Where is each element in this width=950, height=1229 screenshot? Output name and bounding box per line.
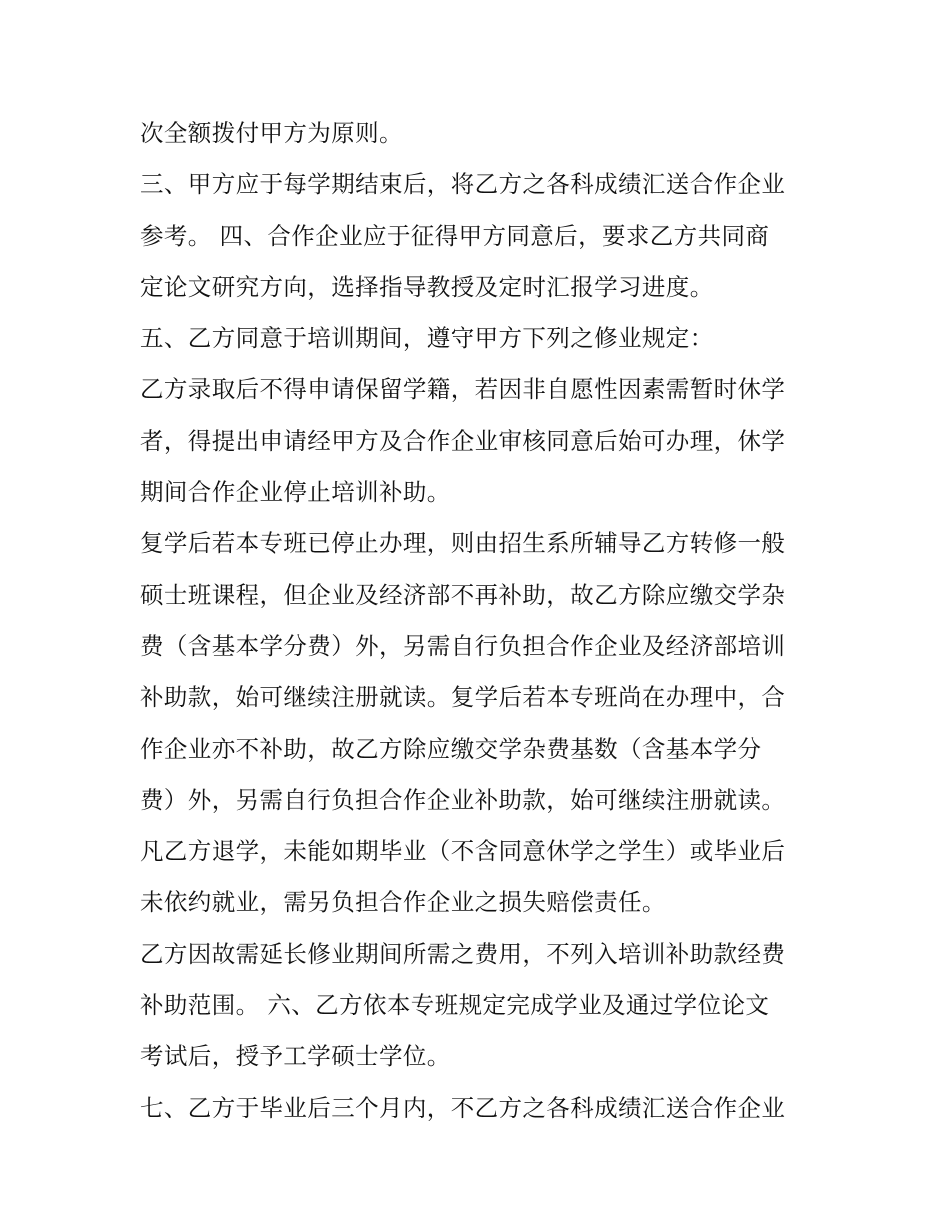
- text-line: 乙方录取后不得申请保留学籍，若因非自愿性因素需暂时休学: [140, 375, 786, 404]
- text-line: 定论文研究方向，选择指导教授及定时汇报学习进度。: [140, 272, 714, 301]
- text-line: 补助范围。 六、乙方依本专班规定完成学业及通过学位论文: [140, 991, 770, 1020]
- text-line: 费（含基本学分费）外，另需自行负担合作企业及经济部培训: [140, 631, 786, 660]
- text-line: 费）外，另需自行负担合作企业补助款，始可继续注册就读。: [140, 785, 786, 814]
- document-body: [140, 108, 820, 1134]
- text-line: 硕士班课程，但企业及经济部不再补助，故乙方除应缴交学杂: [140, 580, 786, 609]
- text-line: 未依约就业，需另负担合作企业之损失赔偿责任。: [140, 888, 666, 917]
- text-line: 考试后，授予工学硕士学位。: [140, 1042, 451, 1071]
- text-line: 五、乙方同意于培训期间，遵守甲方下列之修业规定：: [140, 324, 714, 353]
- text-line: 作企业亦不补助，故乙方除应缴交学杂费基数（含基本学分: [140, 734, 762, 763]
- text-line: 补助款，始可继续注册就读。复学后若本专班尚在办理中，合: [140, 683, 786, 712]
- text-line: 七、乙方于毕业后三个月内，不乙方之各科成绩汇送合作企业: [140, 1093, 786, 1122]
- text-line: 期间合作企业停止培训补助。: [140, 478, 451, 507]
- text-line: 三、甲方应于每学期结束后，将乙方之各科成绩汇送合作企业: [140, 170, 786, 199]
- text-line: 凡乙方退学，未能如期毕业（不含同意休学之学生）或毕业后: [140, 837, 786, 866]
- text-line: 复学后若本专班已停止办理，则由招生系所辅导乙方转修一般: [140, 529, 786, 558]
- text-line: 参考。 四、合作企业应于征得甲方同意后，要求乙方共同商: [140, 221, 770, 250]
- text-line: 乙方因故需延长修业期间所需之费用，不列入培训补助款经费: [140, 939, 786, 968]
- text-line: 者，得提出申请经甲方及合作企业审核同意后始可办理，休学: [140, 426, 786, 455]
- text-line: 次全额拨付甲方为原则。: [140, 119, 403, 147]
